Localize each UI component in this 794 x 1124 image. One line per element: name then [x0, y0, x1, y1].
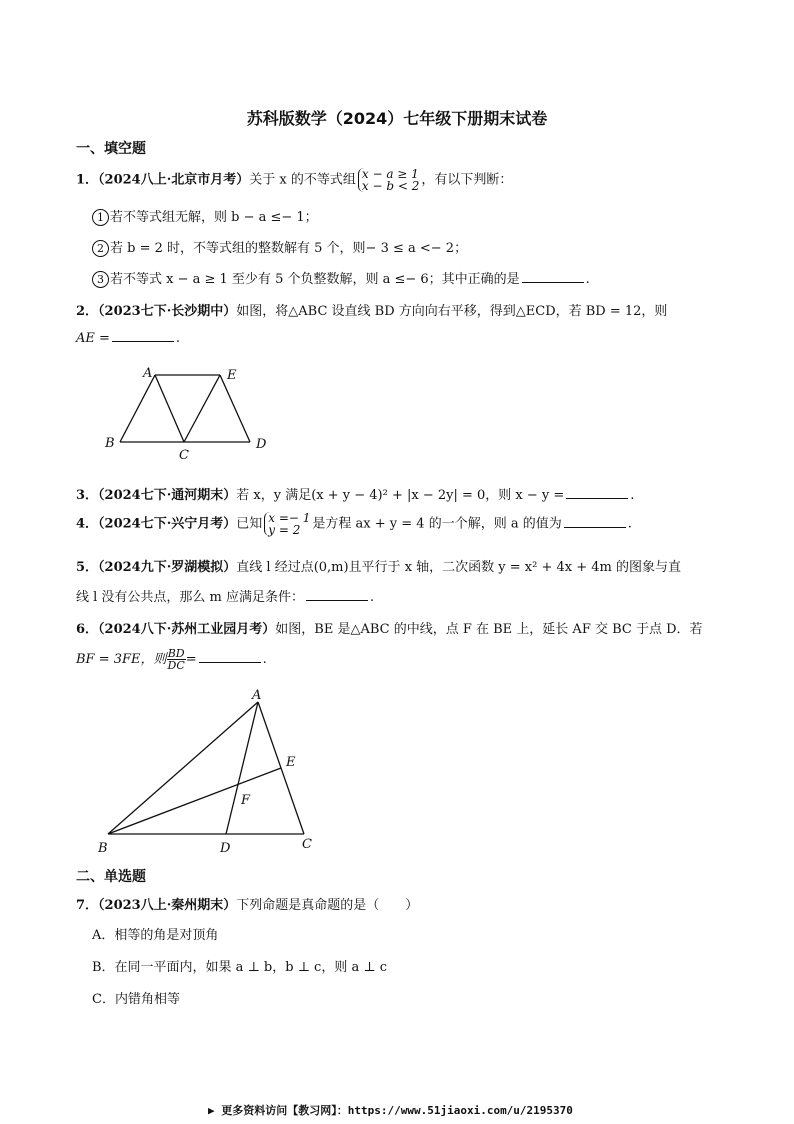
- answer-blank[interactable]: [199, 651, 261, 663]
- question-source: （2024七下·兴宁月考）: [98, 516, 237, 532]
- question-number: 5．: [76, 560, 99, 575]
- question-text: 如图，将△ABC 设直线 BD 方向向右平移，得到△ECD，若 BD = 12，则: [236, 304, 668, 319]
- answer-blank[interactable]: [566, 487, 628, 499]
- label-a: A: [143, 366, 153, 381]
- label-b: B: [105, 436, 115, 451]
- question-source: （2023七下·长沙期中）: [98, 304, 237, 319]
- section-fill-in-blank: 一、填空题: [76, 141, 146, 157]
- option-b[interactable]: B．在同一平面内，如果 a ⊥ b，b ⊥ c，则 a ⊥ c: [92, 960, 387, 975]
- equation-system: x =− 1 y = 2: [264, 512, 310, 536]
- question-2-line-2: AE = .: [76, 331, 181, 346]
- question-text: 关于 x 的不等式组: [249, 172, 356, 188]
- segment-ad: [226, 702, 258, 834]
- question-7: [76, 894, 418, 913]
- question-4: 4．（2024七下·兴宁月考）已知 x =− 1 y = 2 是方程 ax + y = 4 的一个解，则 a 的值为 .: [76, 511, 632, 537]
- label-e: E: [227, 368, 237, 383]
- circled-number-1: 1: [92, 209, 109, 226]
- option-c[interactable]: C．内错角相等: [92, 992, 180, 1007]
- question-number: 7．: [76, 898, 99, 913]
- label-d: D: [220, 841, 231, 856]
- question-2: [76, 300, 667, 319]
- inequality-system: x − a ≥ 1 x − b < 2: [358, 168, 419, 192]
- question-6-line-2: BF = 3FE，则 $\frac{BD}{DC}$ = .: [76, 647, 267, 672]
- question-text: 直线 l 经过点(0,m)且平行于 x 轴，二次函数 y = x² + 4x + 4m 的图象与直: [236, 560, 681, 575]
- judgement-1: 1 若不等式组无解，则 b − a ≤− 1；: [92, 206, 318, 226]
- question-number: 4．: [76, 516, 99, 532]
- segment-ab: [120, 375, 155, 442]
- question-1: 1．（2024八上·北京市月考）关于 x 的不等式组 x − a ≥ 1 x − b < 2 ，有以下判断：: [76, 167, 513, 193]
- question-text: 如图，BE 是△ABC 的中线，点 F 在 BE 上，延长 AF 交 BC 于点 D．若: [275, 622, 703, 637]
- question-source: （2024八下·苏州工业园月考）: [98, 622, 276, 637]
- question-text: 是方程 ax + y = 4 的一个解，则 a 的值为: [312, 516, 562, 532]
- question-source: （2024九下·罗湖模拟）: [98, 560, 237, 575]
- footer-link[interactable]: ▶ 更多资料访问【教习网】：https://www.51jiaoxi.com/u/2195370: [208, 1104, 573, 1117]
- label-e: E: [286, 755, 296, 770]
- label-c: C: [179, 448, 189, 463]
- question-3: 3．（2024七下·通河期末）若 x，y 满足(x + y − 4)² + |x − 2y| = 0，则 x − y = .: [76, 488, 635, 503]
- segment-ed: [220, 375, 250, 442]
- circled-number-2: 2: [92, 240, 109, 257]
- label-d: D: [256, 437, 267, 452]
- question-number: 2．: [76, 304, 99, 319]
- question-text: 若 x，y 满足(x + y − 4)² + |x − 2y| = 0，则 x − y =: [236, 488, 565, 503]
- segment-ac: [155, 375, 184, 442]
- question-source: （2023八上·秦州期末）: [98, 898, 237, 913]
- option-a[interactable]: A．相等的角是对顶角: [92, 928, 219, 943]
- question-source: （2024七下·通河期末）: [98, 488, 237, 503]
- segment-ab: [108, 702, 258, 834]
- segment-be: [108, 768, 281, 834]
- question-number: 3．: [76, 488, 99, 503]
- question-source: （2024八上·北京市月考）: [98, 172, 250, 188]
- translation-figure: [100, 362, 280, 462]
- median-triangle-figure: [90, 680, 330, 860]
- answer-blank[interactable]: [306, 589, 368, 601]
- question-text: 下列命题是真命题的是（ ）: [236, 898, 419, 913]
- circled-number-3: 3: [92, 271, 109, 288]
- answer-blank[interactable]: [564, 516, 626, 528]
- page-title: 苏科版数学（2024）七年级下册期末试卷: [246, 109, 548, 128]
- fraction-bd-dc: $\frac{BD}{DC}$: [167, 647, 185, 672]
- judgement-3: 3 若不等式 x − a ≥ 1 至少有 5 个负整数解，则 a ≤− 6；其中正确的是 .: [92, 268, 590, 288]
- label-c: C: [302, 837, 312, 852]
- question-6: [76, 618, 703, 637]
- question-number: 1．: [76, 172, 99, 188]
- question-5-line-2: 线 l 没有公共点，那么 m 应满足条件： .: [76, 590, 375, 605]
- label-a: A: [252, 688, 262, 703]
- label-f: F: [241, 793, 251, 808]
- label-b: B: [98, 841, 108, 856]
- answer-blank[interactable]: [522, 271, 584, 283]
- section-single-choice: 二、单选题: [76, 869, 146, 885]
- question-number: 6．: [76, 622, 99, 637]
- question-5: [76, 556, 681, 575]
- segment-ec: [184, 375, 220, 442]
- answer-blank[interactable]: [112, 330, 174, 342]
- judgement-2: 2 若 b = 2 时，不等式组的整数解有 5 个，则− 3 ≤ a <− 2；: [92, 237, 467, 257]
